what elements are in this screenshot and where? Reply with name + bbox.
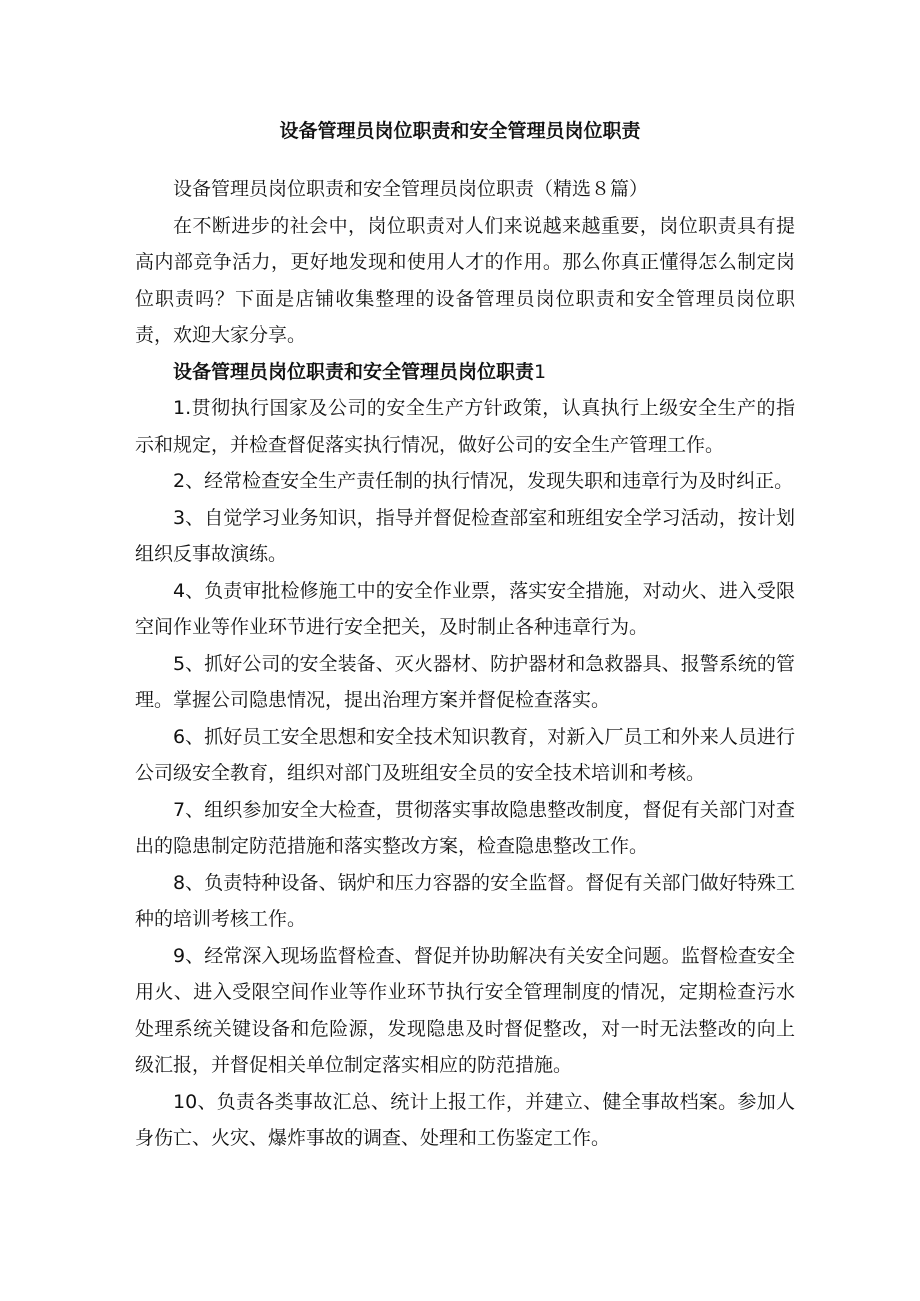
duty-item-3: 3、自觉学习业务知识，指导并督促检查部室和班组安全学习活动，按计划组织反事故演练。: [135, 506, 795, 565]
duty-item-1: 1.贯彻执行国家及公司的安全生产方针政策，认真执行上级安全生产的指示和规定，并检查督促落实执行情况，做好公司的安全生产管理工作。: [135, 397, 795, 456]
intro-paragraph: 在不断进步的社会中，岗位职责对人们来说越来越重要，岗位职责具有提高内部竞争活力，更好地发现和使用人才的作用。那么你真正懂得怎么制定岗位职责吗？下面是店铺收集整理的设备管理员岗位职责和安全管理员岗位职责，欢迎大家分享。: [135, 214, 795, 346]
document-title: 设备管理员岗位职责和安全管理员岗位职责: [279, 120, 641, 142]
section-heading-text: 设备管理员岗位职责和安全管理员岗位职责: [173, 360, 535, 383]
section-heading: [135, 354, 795, 391]
duty-item-8: 8、负责特种设备、锅炉和压力容器的安全监督。督促有关部门做好特殊工种的培训考核工作。: [135, 871, 795, 930]
duty-item-10: 10、负责各类事故汇总、统计上报工作，并建立、健全事故档案。参加人身伤亡、火灾、爆炸事故的调查、处理和工伤鉴定工作。: [135, 1090, 795, 1149]
duty-item-6: 6、抓好员工安全思想和安全技术知识教育，对新入厂员工和外来人员进行公司级安全教育，组织对部门及班组安全员的安全技术培训和考核。: [135, 725, 795, 784]
duty-item-4: 4、负责审批检修施工中的安全作业票，落实安全措施，对动火、进入受限空间作业等作业环节进行安全把关，及时制止各种违章行为。: [135, 579, 795, 638]
duty-item-5: 5、抓好公司的安全装备、灭火器材、防护器材和急救器具、报警系统的管理。掌握公司隐患情况，提出治理方案并督促检查落实。: [135, 652, 795, 711]
section-heading-number: 1: [534, 360, 547, 383]
document-body: [135, 171, 795, 1157]
document-subtitle: 设备管理员岗位职责和安全管理员岗位职责（精选８篇）: [173, 178, 649, 200]
duty-item-7: 7、组织参加安全大检查，贯彻落实事故隐患整改制度，督促有关部门对查出的隐患制定防范措施和落实整改方案，检查隐患整改工作。: [135, 798, 795, 857]
duty-item-9: 9、经常深入现场监督检查、督促并协助解决有关安全问题。监督检查安全用火、进入受限空间作业等作业环节执行安全管理制度的情况，定期检查污水处理系统关键设备和危险源，发现隐患及时督促整改，对一时无法整改的向上级汇报，并督促相关单位制定落实相应的防范措施。: [135, 944, 795, 1076]
duty-item-2: 2、经常检查安全生产责任制的执行情况，发现失职和违章行为及时纠正。: [173, 470, 794, 492]
